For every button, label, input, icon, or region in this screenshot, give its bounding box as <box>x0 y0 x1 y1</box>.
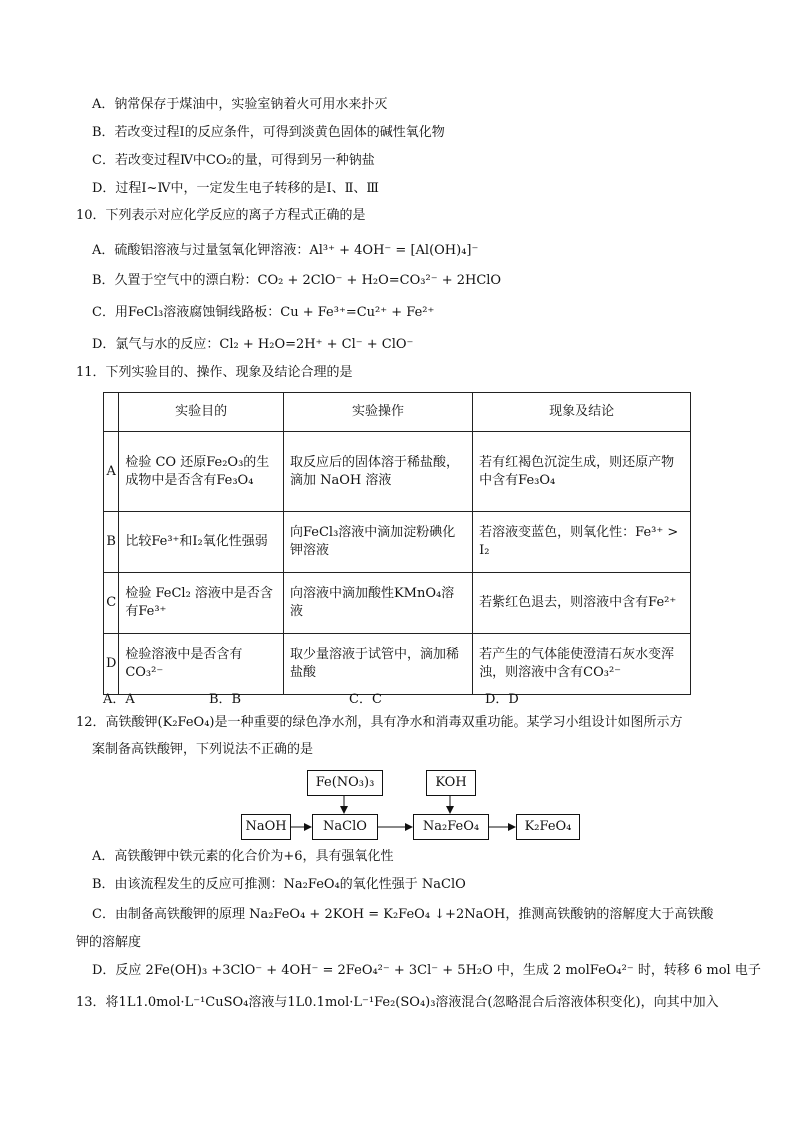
row-b-purpose: 比较Fe³⁺和I₂氧化性强弱 <box>119 512 284 573</box>
flow-box-naoh: NaOH <box>241 814 291 840</box>
flow-box-koh: KOH <box>426 770 476 796</box>
q9-option-d: D．过程Ⅰ~Ⅳ中，一定发生电子转移的是Ⅰ、Ⅱ、Ⅲ <box>92 181 379 196</box>
row-a-label: A <box>104 432 119 512</box>
q9-option-b: B．若改变过程Ⅰ的反应条件，可得到淡黄色固体的碱性氧化物 <box>92 125 445 140</box>
row-b-result: 若溶液变蓝色，则氧化性：Fe³⁺ > I₂ <box>473 512 691 573</box>
row-c-label: C <box>104 573 119 634</box>
q9-option-c: C．若改变过程Ⅳ中CO₂的量，可得到另一种钠盐 <box>92 153 375 168</box>
row-c-result: 若紫红色退去，则溶液中含有Fe²⁺ <box>473 573 691 634</box>
table-header-result: 现象及结论 <box>473 393 691 432</box>
q10-option-b: B．久置于空气中的漂白粉：CO₂ + 2ClO⁻ + H₂O=CO₃²⁻ + 2HClO <box>92 273 502 288</box>
q12-option-a: A．高铁酸钾中铁元素的化合价为+6，具有强氧化性 <box>92 849 394 864</box>
row-d-operation: 取少量溶液于试管中，滴加稀盐酸 <box>283 634 472 695</box>
q11-answer-d: D．D <box>485 692 519 707</box>
q13-stem: 13．将1L1.0mol·L⁻¹CuSO₄溶液与1L0.1mol·L⁻¹Fe₂(SO₄)₃溶液混合(忽略混合后溶液体积变化)，向其中加入 <box>76 995 719 1010</box>
table-header-operation: 实验操作 <box>283 393 472 432</box>
q10-option-a: A．硫酸铝溶液与过量氢氧化钾溶液：Al³⁺ + 4OH⁻ = [Al(OH)₄]⁻ <box>92 243 479 258</box>
q12-option-c: C．由制备高铁酸钾的原理 Na₂FeO₄ + 2KOH = K₂FeO₄ ↓+2NaOH，推测高铁酸钠的溶解度大于高铁酸 <box>92 907 714 922</box>
row-b-label: B <box>104 512 119 573</box>
q11-answer-b: B．B <box>209 692 242 707</box>
q12-option-d: D．反应 2Fe(OH)₃ +3ClO⁻ + 4OH⁻ = 2FeO₄²⁻ + 3Cl⁻ + 5H₂O 中，生成 2 molFeO₄²⁻ 时，转移 6 mol 电子 <box>92 963 761 978</box>
q12-stem-line1: 12．高铁酸钾(K₂FeO₄)是一种重要的绿色净水剂，具有净水和消毒双重功能。某学习小组设计如图所示方 <box>76 715 683 730</box>
flow-box-na2feo4: Na₂FeO₄ <box>413 814 489 840</box>
q11-stem: 11．下列实验目的、操作、现象及结论合理的是 <box>76 365 353 380</box>
q12-option-c-cont: 钾的溶解度 <box>76 935 142 950</box>
q12-option-b: B．由该流程发生的反应可推测：Na₂FeO₄的氧化性强于 NaClO <box>92 877 466 892</box>
q11-answer-c: C．C <box>349 692 382 707</box>
row-c-purpose: 检验 FeCl₂ 溶液中是否含有Fe³⁺ <box>119 573 284 634</box>
q9-option-a: A．钠常保存于煤油中，实验室钠着火可用水来扑灭 <box>92 97 388 112</box>
table-header-purpose: 实验目的 <box>119 393 284 432</box>
row-d-result: 若产生的气体能使澄清石灰水变浑浊，则溶液中含有CO₃²⁻ <box>473 634 691 695</box>
row-a-purpose: 检验 CO 还原Fe₂O₃的生成物中是否含有Fe₃O₄ <box>119 432 284 512</box>
row-a-operation: 取反应后的固体溶于稀盐酸，滴加 NaOH 溶液 <box>283 432 472 512</box>
q10-option-d: D．氯气与水的反应：Cl₂ + H₂O=2H⁺ + Cl⁻ + ClO⁻ <box>92 337 414 352</box>
flow-box-naclo: NaClO <box>312 814 378 840</box>
flow-box-k2feo4: K₂FeO₄ <box>516 814 580 840</box>
row-a-result: 若有红褐色沉淀生成，则还原产物中含有Fe₃O₄ <box>473 432 691 512</box>
q12-stem-line2: 案制备高铁酸钾，下列说法不正确的是 <box>92 742 314 757</box>
row-d-label: D <box>104 634 119 695</box>
q10-stem: 10．下列表示对应化学反应的离子方程式正确的是 <box>76 208 366 223</box>
row-c-operation: 向溶液中滴加酸性KMnO₄溶液 <box>283 573 472 634</box>
flow-box-fe-nitrate: Fe(NO₃)₃ <box>307 770 383 796</box>
row-b-operation: 向FeCl₃溶液中滴加淀粉碘化钾溶液 <box>283 512 472 573</box>
row-d-purpose: 检验溶液中是否含有CO₃²⁻ <box>119 634 284 695</box>
q10-option-c: C．用FeCl₃溶液腐蚀铜线路板：Cu + Fe³⁺=Cu²⁺ + Fe²⁺ <box>92 305 435 320</box>
q11-answer-a: A．A <box>103 692 135 707</box>
